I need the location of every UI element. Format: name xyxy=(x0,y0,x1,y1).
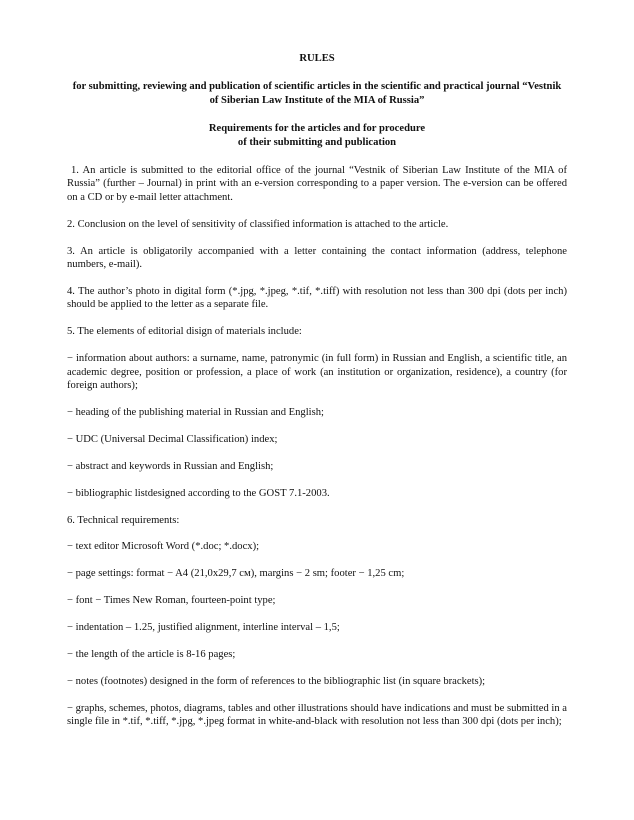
list-item-author-info: − information about authors: a surname, name, patronymic (in full form) in Russian and English, a scientific title, an academic degree, position or profession, a place of work (an institution or organization, residence), a country (for foreign authors); xyxy=(67,353,567,391)
document-title: RULES xyxy=(299,53,335,64)
list-item-notes: − notes (footnotes) designed in the form of references to the bibliographic list (in square brackets); xyxy=(67,675,486,687)
list-item-text-editor: − text editor Microsoft Word (*.doc; *.docx); xyxy=(67,541,260,553)
document-subtitle: for submitting, reviewing and publication of scientific articles in the scientific and practical journal “Vestnik of Siberian Law Institute of the MIA of Russia” xyxy=(72,81,562,106)
list-item-length: − the length of the article is 8-16 pages; xyxy=(67,649,236,661)
paragraph-6: 6. Technical requirements: xyxy=(67,514,180,526)
list-item-bibliography: − bibliographic listdesigned according to the GOST 7.1-2003. xyxy=(67,487,330,499)
paragraph-4: 4. The author’s photo in digital form (*.jpg, *.jpeg, *.tif, *.tiff) with resolution not less than 300 dpi (dots per inch) should be applied to the letter as a separate file. xyxy=(67,285,567,311)
section-heading-line-2: of their submitting and publication xyxy=(237,136,397,148)
paragraph-2: 2. Conclusion on the level of sensitivity of classified information is attached to the article. xyxy=(67,218,449,230)
list-item-udc: − UDC (Universal Decimal Classification) index; xyxy=(67,433,278,445)
list-item-indentation: − indentation – 1.25, justified alignment, interline interval – 1,5; xyxy=(67,622,340,634)
paragraph-1: 1. An article is submitted to the editorial office of the journal “Vestnik of Siberian Law Institute of the MIA of Russia” (further – Journal) in print with an e-version corresponding to a paper version. The e-version can be offered on a CD or by e-mail letter attachment. xyxy=(67,165,567,203)
paragraph-5: 5. The elements of editorial disign of materials include: xyxy=(67,326,302,338)
list-item-graphics: − graphs, schemes, photos, diagrams, tables and other illustrations should have indications and must be submitted in a single file in *.tif, *.tiff, *.jpg, *.jpeg format in white-and-black with resolution not less than 300 dpi (dots per inch); xyxy=(67,702,567,728)
paragraph-3: 3. An article is obligatorily accompanied with a letter containing the contact information (address, telephone numbers, e-mail). xyxy=(67,245,567,271)
list-item-page-settings: − page settings: format − A4 (21,0x29,7 см), margins − 2 sm; footer − 1,25 cm; xyxy=(67,568,405,580)
section-heading xyxy=(67,122,567,149)
section-heading-line-1: Requirements for the articles and for procedure xyxy=(208,123,426,135)
list-item-abstract: − abstract and keywords in Russian and English; xyxy=(67,460,274,472)
list-item-heading: − heading of the publishing material in Russian and English; xyxy=(67,406,324,418)
list-item-font: − font − Times New Roman, fourteen-point type; xyxy=(67,595,276,607)
